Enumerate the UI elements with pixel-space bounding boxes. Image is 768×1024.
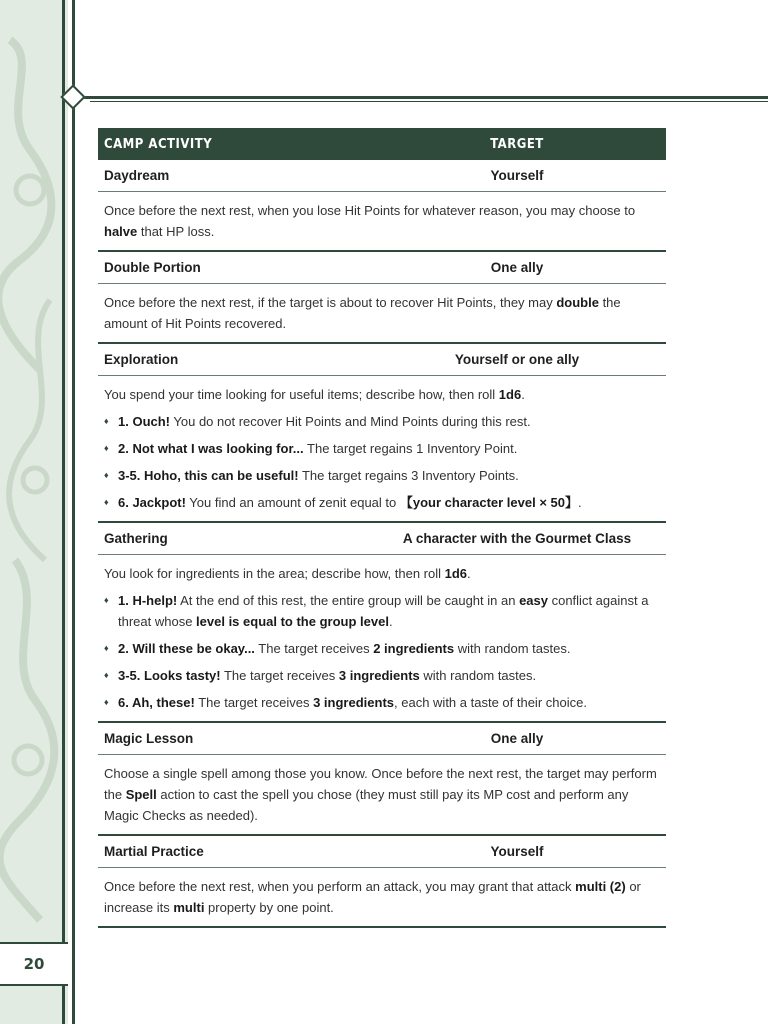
result-bold: easy (519, 593, 548, 608)
result-text: You find an amount of zenit equal to (185, 495, 400, 510)
result-text: The target receives (220, 668, 339, 683)
result-text: conflict against a threat whose (118, 593, 649, 629)
activity-name: Exploration (104, 352, 179, 367)
result-bold: 3 ingredients (338, 668, 420, 683)
description-bold: halve (104, 224, 138, 239)
description-text: Choose a single spell among those you know. Once before the next rest, the target may perform the (104, 766, 657, 802)
description-text: . (521, 387, 525, 402)
result-label: 3-5. Looks tasty! (118, 668, 221, 683)
activity-row (98, 160, 666, 192)
activity-row (98, 723, 666, 755)
sidebar-border (62, 0, 65, 1024)
activity-target: Yourself (490, 844, 544, 859)
result-text: The target regains 3 Inventory Points. (298, 468, 519, 483)
description-paragraph (104, 763, 660, 826)
description-text: action to cast the spell you chose (they must still pay its MP cost and perform any Magic Checks as needed). (104, 787, 629, 823)
activity-target: Yourself or one ally (454, 352, 580, 367)
description-paragraph (104, 563, 660, 584)
activity-target: One ally (490, 731, 544, 746)
list-item (104, 465, 660, 486)
description-bold: 1d6 (498, 387, 522, 402)
list-item (104, 692, 660, 713)
description-text: the amount of Hit Points recovered. (104, 295, 621, 331)
result-label: 6. Ah, these! (118, 695, 195, 710)
description-bold: multi (173, 900, 205, 915)
description-bold: 1d6 (444, 566, 468, 581)
activity-description (98, 868, 666, 928)
result-text: with random tastes. (454, 641, 571, 656)
sidebar-border-outer (72, 0, 75, 1024)
top-frame-line (76, 96, 768, 99)
roll-results-list (104, 411, 660, 513)
description-paragraph (104, 200, 660, 242)
activity-target: A character with the Gourmet Class (402, 531, 632, 546)
activity-name: Gathering (104, 531, 168, 546)
result-text: The target receives (194, 695, 314, 710)
list-item (104, 590, 660, 632)
description-text: or increase its (104, 879, 641, 915)
result-text: The target receives (254, 641, 374, 656)
table-header (98, 128, 666, 160)
list-item (104, 411, 660, 432)
page-number: 20 (0, 942, 68, 986)
description-bold: double (556, 295, 599, 310)
list-item (104, 492, 660, 513)
activity-name: Magic Lesson (104, 731, 194, 746)
activity-name: Double Portion (104, 260, 201, 275)
description-text: Once before the next rest, when you lose Hit Points for whatever reason, you may choose to (104, 203, 636, 218)
activity-description (98, 192, 666, 252)
result-bold: level is equal to the group level (196, 614, 389, 629)
description-bold: multi (2) (575, 879, 626, 894)
activity-row (98, 252, 666, 284)
activity-target: Yourself (490, 168, 544, 183)
description-paragraph (104, 384, 660, 405)
description-text: that HP loss. (137, 224, 215, 239)
result-label: 6. Jackpot! (118, 495, 186, 510)
description-text: Once before the next rest, if the target is about to recover Hit Points, they may (104, 295, 557, 310)
result-bold: 2 ingredients (373, 641, 455, 656)
list-item (104, 638, 660, 659)
description-paragraph (104, 876, 660, 918)
description-text: . (467, 566, 471, 581)
activity-row (98, 344, 666, 376)
table-body (98, 160, 666, 928)
result-text: At the end of this rest, the entire group will be caught in an (177, 593, 520, 608)
header-activity: CAMP ACTIVITY (104, 136, 213, 152)
activity-row (98, 836, 666, 868)
activity-description (98, 555, 666, 723)
result-label: 2. Not what I was looking for... (118, 441, 304, 456)
result-text: . (388, 614, 393, 629)
list-item (104, 665, 660, 686)
activity-target: One ally (490, 260, 544, 275)
description-bold: Spell (125, 787, 157, 802)
result-label: 1. Ouch! (118, 414, 171, 429)
activity-row (98, 523, 666, 555)
result-label: 2. Will these be okay... (118, 641, 255, 656)
description-text: You spend your time looking for useful items; describe how, then roll (104, 387, 499, 402)
activity-description (98, 284, 666, 344)
activity-name: Daydream (104, 168, 170, 183)
flourish-ornament-icon (0, 0, 68, 1024)
description-text: property by one point. (204, 900, 334, 915)
description-text: You look for ingredients in the area; describe how, then roll (104, 566, 445, 581)
result-text: . (578, 495, 582, 510)
result-bold: 【your character level × 50】 (399, 495, 578, 510)
decorative-sidebar (0, 0, 68, 1024)
result-text: The target regains 1 Inventory Point. (303, 441, 518, 456)
result-text: , each with a taste of their choice. (394, 695, 587, 710)
top-frame-line-thin (90, 101, 768, 102)
activity-name: Martial Practice (104, 844, 204, 859)
result-label: 1. H-help! (118, 593, 178, 608)
description-paragraph (104, 292, 660, 334)
result-text: You do not recover Hit Points and Mind Points during this rest. (170, 414, 531, 429)
result-text: with random tastes. (419, 668, 537, 683)
list-item (104, 438, 660, 459)
result-label: 3-5. Hoho, this can be useful! (118, 468, 299, 483)
activity-description (98, 755, 666, 836)
header-target: TARGET (490, 136, 544, 152)
description-text: Once before the next rest, when you perform an attack, you may grant that attack (104, 879, 576, 894)
roll-results-list (104, 590, 660, 713)
activity-description (98, 376, 666, 523)
result-bold: 3 ingredients (313, 695, 395, 710)
camp-activity-table (98, 128, 666, 928)
